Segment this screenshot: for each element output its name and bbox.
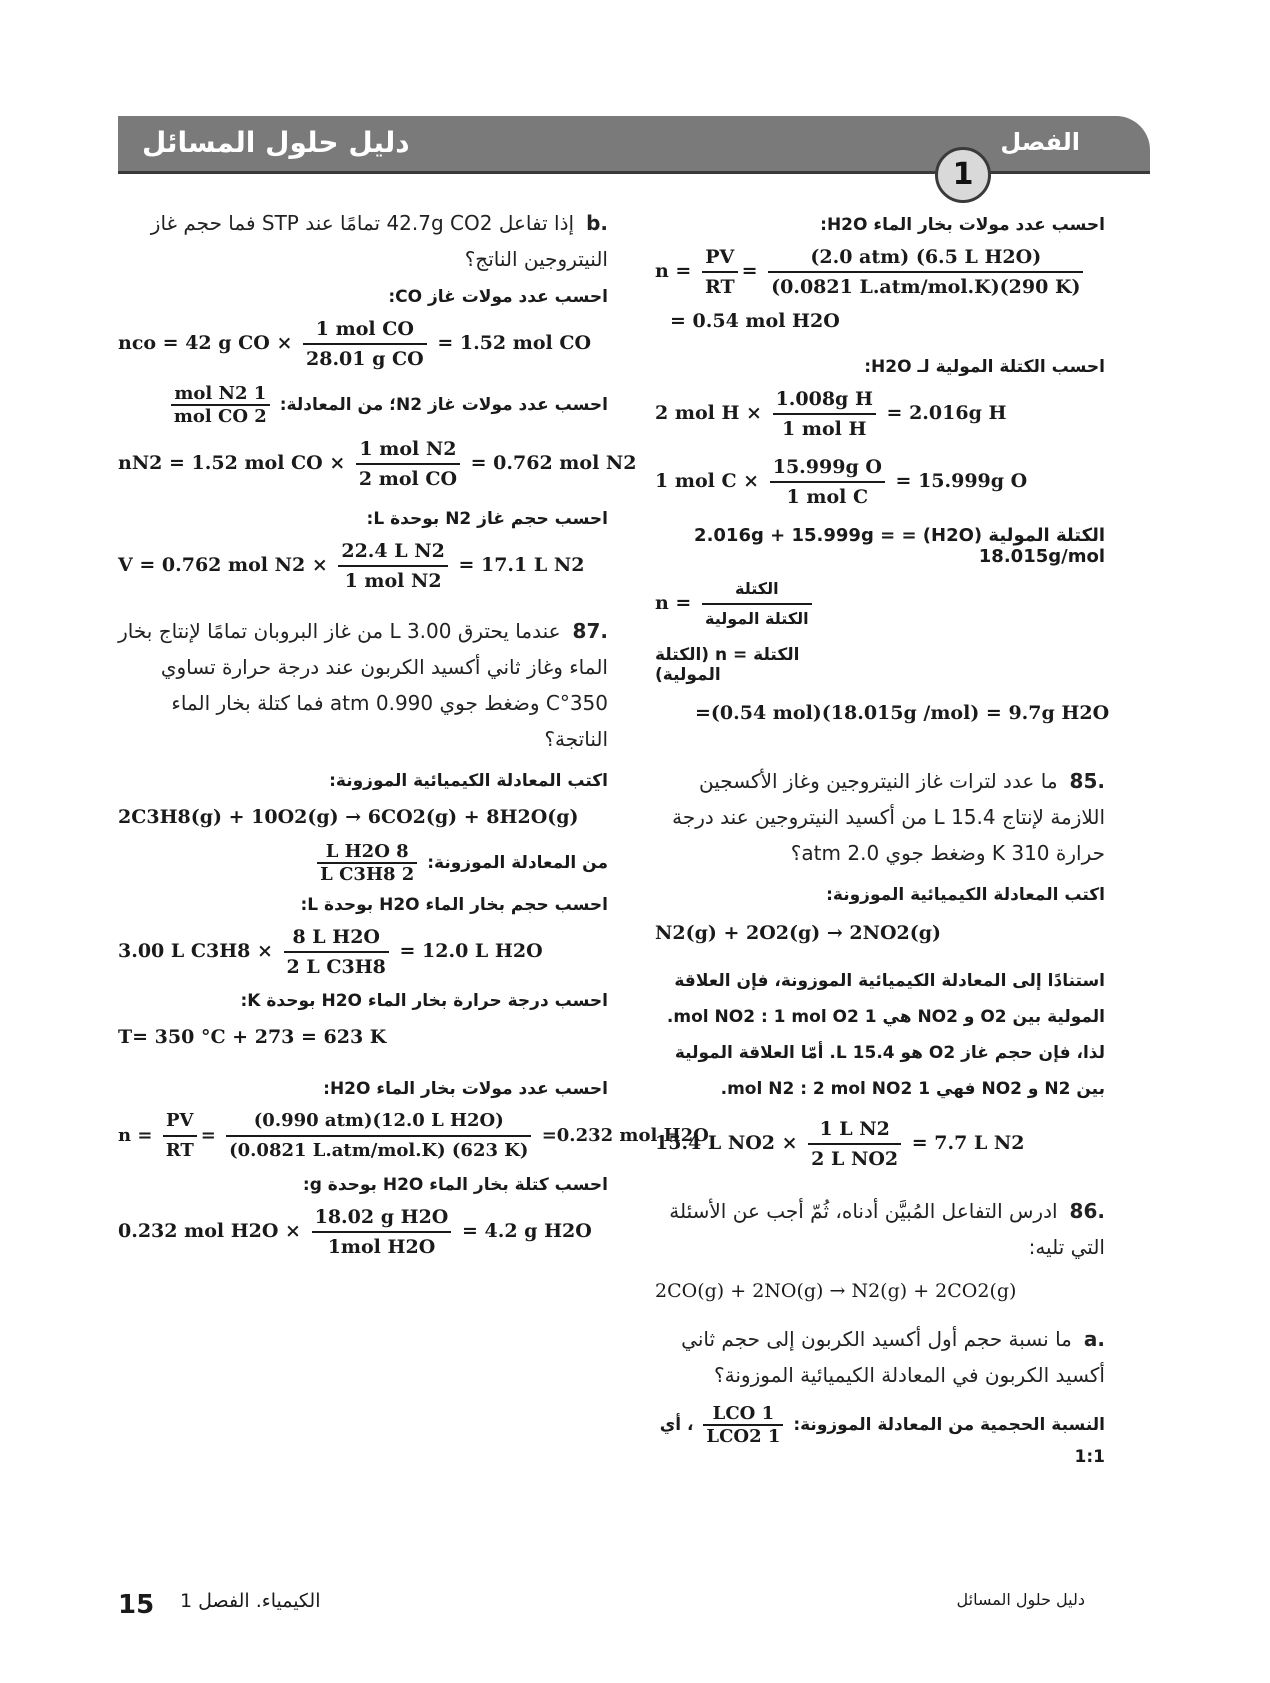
frac-num: 1 mol N2 <box>171 383 270 406</box>
question-b <box>118 205 608 277</box>
frac <box>808 1115 901 1173</box>
frac-den: 1mol H2O <box>327 1236 436 1258</box>
frac-num: 1 LCO <box>703 1403 783 1426</box>
frac-den: 2 mol CO <box>358 468 458 490</box>
answer-label: النسبة الحجمية من المعادلة الموزونة: <box>793 1415 1105 1435</box>
right-column <box>655 205 1110 1475</box>
chapter-number-badge: 1 <box>935 147 991 203</box>
question-86a <box>655 1321 1105 1393</box>
eq-result: = 12.0 L H2O <box>399 940 543 962</box>
mass-formula: الكتلة = n (الكتلة المولية) <box>655 645 800 685</box>
equation-n2-volume <box>655 1115 1105 1173</box>
frac-num: (2.0 atm) (6.5 L H2O) <box>768 243 1083 273</box>
equation-ideal-gas-left: n = $\frac{PV}{RT}$ = $\frac{\text{(0.990 atm)(12.0 L H2O)}}{\text{(0.0821 L.atm/mol.K) (623 K)}}$ =0.232 mol H2O <box>118 1107 608 1165</box>
frac-den: RT <box>165 1140 194 1161</box>
frac <box>312 1203 452 1261</box>
step-temperature: احسب درجة حرارة بخار الماء H2O بوحدة K: <box>240 991 608 1011</box>
frac-num: 1 mol N2 <box>356 435 460 465</box>
eq-lhs: V = 0.762 mol N2 × <box>118 554 328 576</box>
page-number: 15 <box>118 1590 155 1620</box>
frac-num: (0.990 atm)(12.0 L H2O) <box>226 1107 531 1137</box>
frac-den: 1 mol N2 <box>344 570 442 592</box>
eq-lhs: n = <box>655 592 692 614</box>
frac-den: الكتلة المولية <box>704 609 809 628</box>
frac-num: 22.4 L N2 <box>338 537 447 567</box>
step-moles-h2o-left: احسب عدد مولات بخار الماء H2O: <box>323 1079 608 1099</box>
step-molar-mass: احسب الكتلة المولية لـ H2O: <box>864 357 1105 377</box>
frac <box>303 315 427 373</box>
question-number: .85 <box>1069 769 1105 793</box>
question-85 <box>655 763 1105 871</box>
eq-lhs: nN2 = 1.52 mol CO × <box>118 452 346 474</box>
step-mass-h2o: احسب كتلة بخار الماء H2O بوحدة g: <box>302 1175 608 1195</box>
left-column <box>118 205 709 1267</box>
frac-num: PV <box>702 243 738 273</box>
eq-result: = 15.999g O <box>895 470 1028 492</box>
step-balanced-eq: اكتب المعادلة الكيميائية الموزونة: <box>329 771 608 791</box>
eq-result: = 0.762 mol N2 <box>470 452 637 474</box>
equation-n-mass <box>655 575 1105 633</box>
question-number: .b <box>586 211 608 235</box>
step-volume-h2o: احسب حجم بخار الماء H2O بوحدة L: <box>300 895 608 915</box>
equation-86: 2CO(g) + 2NO(g) → N2(g) + 2CO2(g) <box>655 1280 1017 1302</box>
equation-mass-h <box>655 385 1105 443</box>
equation-mass-o <box>655 453 1105 511</box>
equation-volume-h2o <box>118 923 608 981</box>
eq-lhs: 0.232 mol H2O × <box>118 1220 301 1242</box>
frac-den: 2 mol CO <box>173 406 267 427</box>
frac-den: 1 mol C <box>786 486 869 508</box>
frac-num: 8 L H2O <box>317 841 417 864</box>
question-text: ما عدد لترات غاز النيتروجين وغاز الأكسجين اللازمة لإنتاج 15.4 L من أكسيد النيتروجين عند درجة حرارة 310 K وضغط جوي 2.0 atm؟ <box>672 769 1105 865</box>
answer-tail: ، أي 1:1 <box>659 1415 1105 1467</box>
eq-result: = 7.7 L N2 <box>911 1132 1025 1154</box>
frac <box>284 923 389 981</box>
frac-den: 28.01 g CO <box>306 348 424 370</box>
step-text: من المعادلة الموزونة: <box>427 853 608 873</box>
answer-86a <box>655 1403 1105 1467</box>
result-moles-h2o: = 0.54 mol H2O <box>670 310 840 332</box>
equation-no2: N2(g) + 2O2(g) → 2NO2(g) <box>655 922 942 944</box>
equation-moles-n2 <box>118 435 637 493</box>
frac <box>702 575 812 633</box>
eq-lhs: n = <box>655 260 692 282</box>
equation-mass-h2o <box>118 1203 608 1261</box>
question-text: عندما يحترق 3.00 L من غاز البروبان تمامًا لإنتاج بخار الماء وغاز ثاني أكسيد الكربون عند درجة حرارة تساوي 350°C وضغط جوي 0.990 atm فما كتلة بخار الماء الناتجة؟ <box>118 619 608 751</box>
header-title: دليل حلول المسائل <box>142 126 410 159</box>
frac <box>356 435 460 493</box>
frac-num: 1 L N2 <box>808 1115 901 1145</box>
explanation-85: استنادًا إلى المعادلة الكيميائية الموزونة، فإن العلاقة المولية بين O2 و NO2 هي 1 mol NO2 : 1 mol O2. لذا، فإن حجم غاز O2 هو 15.4 L. أمّا العلاقة المولية بين N2 و NO2 فهي 1 mol N2 : 2 mol NO2. <box>666 971 1105 1099</box>
frac-num: الكتلة <box>702 575 812 605</box>
question-number: .87 <box>572 619 608 643</box>
frac-num: 18.02 g H2O <box>312 1203 452 1233</box>
question-86 <box>655 1193 1105 1265</box>
frac-values <box>226 1107 531 1165</box>
frac-pv-rt <box>163 1107 197 1165</box>
equation-ideal-gas-h2o: n = $\frac{PV}{RT}$ = $\frac{\text{(2.0 atm) (6.5 L H2O)}}{\text{(0.0821 L.atm/mol.K)(290 K)}}$ <box>655 243 1105 301</box>
question-text: ما نسبة حجم أول أكسيد الكربون إلى حجم ثاني أكسيد الكربون في المعادلة الكيميائية الموزونة؟ <box>681 1327 1105 1387</box>
frac-den: 1 LCO2 <box>706 1426 781 1447</box>
frac <box>338 537 447 595</box>
header-chapter-label: الفصل <box>1000 128 1080 156</box>
eq-lhs: nco = 42 g CO × <box>118 332 293 354</box>
frac-den: 2 L C3H8 <box>320 864 415 885</box>
question-number: .86 <box>1069 1199 1105 1223</box>
frac <box>317 841 417 885</box>
frac-den: 1 mol H <box>782 418 867 440</box>
question-number: .a <box>1083 1327 1105 1351</box>
frac <box>171 383 270 427</box>
frac <box>773 385 876 443</box>
eq-result: = 1.52 mol CO <box>437 332 592 354</box>
question-text: إذا تفاعل 42.7g CO2 تمامًا عند STP فما حجم غاز النيتروجين الناتج؟ <box>150 211 608 271</box>
chapter-header-bar <box>118 116 1150 174</box>
step-moles-h2o: احسب عدد مولات بخار الماء H2O: <box>820 215 1105 235</box>
eq-result: = 17.1 L N2 <box>458 554 585 576</box>
frac-num: 15.999g O <box>770 453 885 483</box>
equation-propane: 2C3H8(g) + 10O2(g) → 6CO2(g) + 8H2O(g) <box>118 806 579 828</box>
question-text: ادرس التفاعل المُبيَّن أدناه، ثُمّ أجب عن الأسئلة التي تليه: <box>669 1199 1105 1259</box>
frac-num: 1 mol CO <box>303 315 427 345</box>
frac-num: 8 L H2O <box>284 923 389 953</box>
molar-mass-sum: الكتلة المولية (H2O) = 2.016g + 15.999g = 18.015g/mol <box>694 525 1105 567</box>
step-text: احسب عدد مولات غاز N2؛ من المعادلة: <box>279 395 608 415</box>
frac-den: RT <box>704 276 735 298</box>
footer-left-text: الكيمياء. الفصل 1 <box>180 1590 321 1612</box>
eq-result: =0.232 mol H2O <box>541 1125 709 1146</box>
frac-pv-rt <box>702 243 738 301</box>
eq-result: = 4.2 g H2O <box>461 1220 592 1242</box>
question-87 <box>118 613 608 757</box>
equation-moles-co <box>118 315 608 373</box>
equation-temperature: T= 350 °C + 273 = 623 K <box>118 1026 387 1048</box>
step-moles-co: احسب عدد مولات غاز CO: <box>388 287 608 307</box>
frac-den: 2 L NO2 <box>811 1148 899 1170</box>
step-balanced-eq: اكتب المعادلة الكيميائية الموزونة: <box>826 885 1105 905</box>
step-volume-n2: احسب حجم غاز N2 بوحدة L: <box>366 509 608 529</box>
step-moles-n2 <box>118 383 608 427</box>
eq-lhs: 1 mol C × <box>655 470 760 492</box>
ratio-from-eq <box>118 841 608 885</box>
frac-num: PV <box>163 1107 197 1137</box>
result-mass-h2o: =(0.54 mol)(18.015g /mol) = 9.7g H2O <box>695 702 1110 724</box>
equation-volume-n2 <box>118 537 608 595</box>
frac-num: 1.008g H <box>773 385 876 415</box>
footer-right-text: دليل حلول المسائل <box>956 1590 1085 1609</box>
frac <box>703 1403 783 1447</box>
frac-den: (0.0821 L.atm/mol.K) (623 K) <box>229 1140 529 1161</box>
eq-lhs: 15.4 L NO2 × <box>655 1132 798 1154</box>
eq-lhs: 3.00 L C3H8 × <box>118 940 273 962</box>
eq-lhs: 2 mol H × <box>655 402 762 424</box>
header-underline <box>118 171 1150 174</box>
frac-den: 2 L C3H8 <box>286 956 386 978</box>
eq-result: = 2.016g H <box>886 402 1007 424</box>
frac-values <box>768 243 1083 301</box>
eq-lhs: n = <box>118 1125 153 1146</box>
frac-den: (0.0821 L.atm/mol.K)(290 K) <box>771 276 1081 298</box>
frac <box>770 453 885 511</box>
